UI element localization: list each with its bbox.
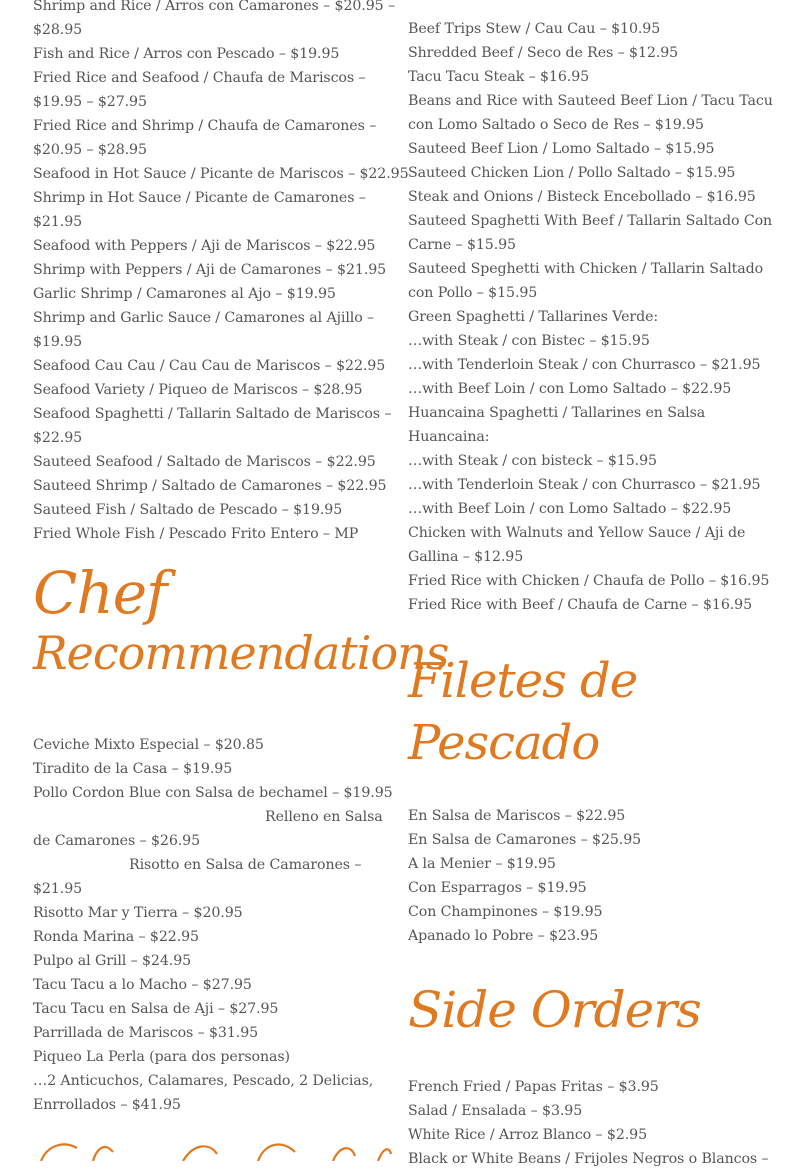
filetes-de-pescado-heading-line1: Filetes de (408, 653, 638, 709)
menu-item: …with Tenderloin Steak / con Churrasco – $21.95 (408, 357, 761, 373)
menu-item: con Pollo – $15.95 (408, 285, 538, 301)
menu-item: …with Tenderloin Steak / con Churrasco – $21.95 (408, 477, 761, 493)
menu-item: …with Beef Loin / con Lomo Saltado – $22.95 (408, 501, 732, 517)
menu-item: Garlic Shrimp / Camarones al Ajo – $19.95 (33, 286, 336, 302)
menu-item: Ceviche Mixto Especial – $20.85 (33, 737, 264, 753)
menu-item: Apanado lo Pobre – $23.95 (408, 928, 599, 944)
menu-item: En Salsa de Mariscos – $22.95 (408, 808, 626, 824)
menu-item: …with Steak / con bisteck – $15.95 (408, 453, 657, 469)
menu-item: Tacu Tacu a lo Macho – $27.95 (33, 977, 252, 993)
menu-item: Huancaina Spaghetti / Tallarines en Salsa (408, 405, 706, 421)
menu-item: Chicken with Walnuts and Yellow Sauce / Aji de (408, 525, 746, 541)
menu-item: …2 Anticuchos, Calamares, Pescado, 2 Delicias, (33, 1073, 374, 1089)
menu-item: Con Esparragos – $19.95 (408, 880, 587, 896)
menu-item: Sauteed Beef Lion / Lomo Saltado – $15.95 (408, 141, 715, 157)
menu-item: $21.95 (33, 214, 83, 230)
menu-item: $19.95 (33, 334, 83, 350)
menu-item: $28.95 (33, 22, 83, 38)
menu-item: …with Steak / con Bistec – $15.95 (408, 333, 650, 349)
cropped-heading-flourish (33, 1138, 393, 1161)
menu-item: Steak and Onions / Bisteck Encebollado – $16.95 (408, 189, 756, 205)
menu-item: Parrillada de Mariscos – $31.95 (33, 1025, 259, 1041)
filetes-de-pescado-heading-line2: Pescado (408, 715, 600, 771)
menu-item: Tacu Tacu en Salsa de Aji – $27.95 (33, 1001, 279, 1017)
menu-item: Pollo Cordon Blue con Salsa de bechamel – $19.95 (33, 785, 393, 801)
menu-item: Beef Trips Stew / Cau Cau – $10.95 (408, 21, 661, 37)
chef-recommendations-heading-line2: Recommendations (33, 626, 449, 680)
menu-item: $20.95 – $28.95 (33, 142, 147, 158)
menu-item: En Salsa de Camarones – $25.95 (408, 832, 642, 848)
menu-item: Sauteed Chicken Lion / Pollo Saltado – $15.95 (408, 165, 736, 181)
menu-item: French Fried / Papas Fritas – $3.95 (408, 1079, 659, 1095)
menu-item: Black or White Beans / Frijoles Negros o Blancos – (408, 1151, 769, 1167)
menu-item: Sauteed Seafood / Saltado de Mariscos – $22.95 (33, 454, 376, 470)
menu-item: Green Spaghetti / Tallarines Verde: (408, 309, 659, 325)
menu-item: con Lomo Saltado o Seco de Res – $19.95 (408, 117, 704, 133)
menu-item: $22.95 (33, 430, 83, 446)
menu-item: Shredded Beef / Seco de Res – $12.95 (408, 45, 679, 61)
chef-recommendations-heading-line1: Chef (33, 559, 167, 627)
menu-item: Seafood Cau Cau / Cau Cau de Mariscos – $22.95 (33, 358, 386, 374)
menu-item: Fried Rice with Chicken / Chaufa de Pollo – $16.95 (408, 573, 770, 589)
menu-item: Pulpo al Grill – $24.95 (33, 953, 192, 969)
menu-item: Fried Rice and Shrimp / Chaufa de Camarones – (33, 118, 377, 134)
menu-item: Fish and Rice / Arros con Pescado – $19.95 (33, 46, 340, 62)
menu-item: Gallina – $12.95 (408, 549, 524, 565)
menu-item: Sauteed Spaghetti With Beef / Tallarin Saltado Con (408, 213, 773, 229)
menu-item: Salad / Ensalada – $3.95 (408, 1103, 583, 1119)
menu-item: Fried Rice and Seafood / Chaufa de Mariscos – (33, 70, 366, 86)
menu-item: Con Champinones – $19.95 (408, 904, 603, 920)
menu-item: Seafood with Peppers / Aji de Mariscos – $22.95 (33, 238, 376, 254)
menu-item: Tacu Tacu Steak – $16.95 (408, 69, 590, 85)
menu-item: Shrimp with Peppers / Aji de Camarones – $21.95 (33, 262, 387, 278)
menu-item: Shrimp and Rice / Arros con Camarones – $20.95 – (33, 0, 395, 14)
menu-item: Sauteed Fish / Saltado de Pescado – $19.95 (33, 502, 343, 518)
menu-item: Shrimp and Garlic Sauce / Camarones al Ajillo – (33, 310, 375, 326)
menu-item: Huancaina: (408, 429, 490, 445)
menu-item: Relleno en Salsa (265, 809, 383, 825)
menu-item: Sauteed Shrimp / Saltado de Camarones – $22.95 (33, 478, 387, 494)
menu-item: Seafood in Hot Sauce / Picante de Mariscos – $22.95 (33, 166, 409, 182)
menu-item: A la Menier – $19.95 (408, 856, 556, 872)
menu-item: …with Beef Loin / con Lomo Saltado – $22.95 (408, 381, 732, 397)
menu-item: Fried Whole Fish / Pescado Frito Entero – MP (33, 526, 359, 542)
menu-item: Piqueo La Perla (para dos personas) (33, 1049, 290, 1065)
menu-item: Fried Rice with Beef / Chaufa de Carne – $16.95 (408, 597, 753, 613)
menu-item: Ronda Marina – $22.95 (33, 929, 199, 945)
menu-item: Shrimp in Hot Sauce / Picante de Camarones – (33, 190, 366, 206)
menu-item: Sauteed Speghetti with Chicken / Tallarin Saltado (408, 261, 764, 277)
menu-item: $19.95 – $27.95 (33, 94, 147, 110)
menu-item: Risotto Mar y Tierra – $20.95 (33, 905, 243, 921)
menu-item: Enrrollados – $41.95 (33, 1097, 181, 1113)
menu-item: Seafood Variety / Piqueo de Mariscos – $28.95 (33, 382, 363, 398)
menu-item: Risotto en Salsa de Camarones – (129, 857, 362, 873)
menu-item: $21.95 (33, 881, 83, 897)
side-orders-heading: Side Orders (408, 981, 701, 1039)
menu-item: Seafood Spaghetti / Tallarin Saltado de Mariscos – (33, 406, 392, 422)
menu-item: Carne – $15.95 (408, 237, 516, 253)
menu-item: de Camarones – $26.95 (33, 833, 201, 849)
menu-item: Tiradito de la Casa – $19.95 (33, 761, 233, 777)
menu-item: Beans and Rice with Sauteed Beef Lion / Tacu Tacu (408, 93, 773, 109)
menu-item: White Rice / Arroz Blanco – $2.95 (408, 1127, 648, 1143)
